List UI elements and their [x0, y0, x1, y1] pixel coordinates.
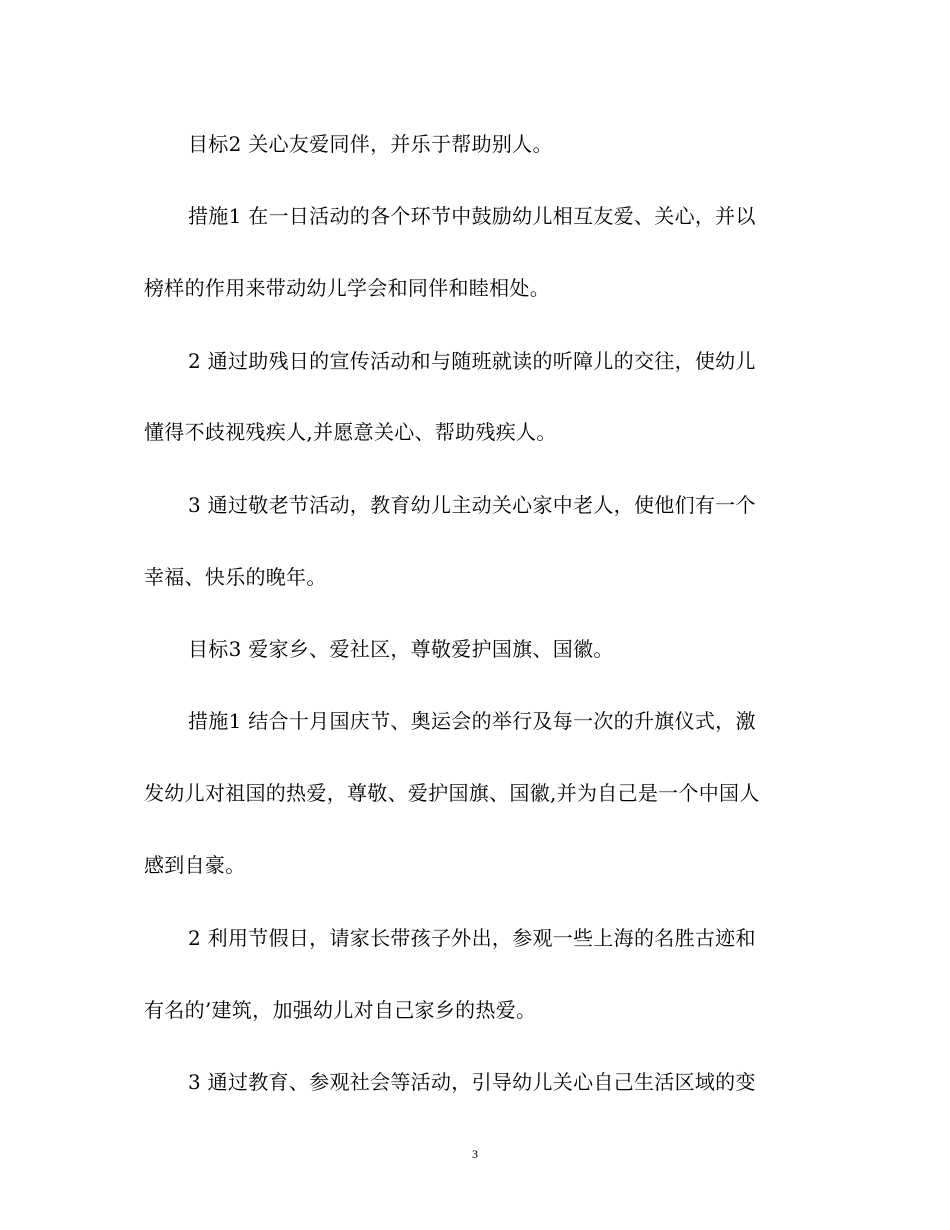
paragraph-line: 措施1 在一日活动的各个环节中鼓励幼儿相互友爱、关心，并以	[188, 204, 756, 228]
paragraph-line: 2 通过助残日的宣传活动和与随班就读的听障儿的交往，使幼儿	[188, 349, 756, 373]
paragraph-line: 幸福、快乐的晚年。	[144, 565, 327, 589]
paragraph-line: 有名的’建筑，加强幼儿对自己家乡的热爱。	[144, 998, 537, 1022]
goal-2-heading: 目标2 关心友爱同伴，并乐于帮助别人。	[188, 132, 553, 156]
paragraph-line: 3 通过教育、参观社会等活动，引导幼儿关心自己生活区域的变	[188, 1070, 756, 1094]
paragraph-line: 懂得不歧视残疾人,并愿意关心、帮助残疾人。	[144, 420, 557, 444]
paragraph-line: 2 利用节假日，请家长带孩子外出，参观一些上海的名胜古迹和	[188, 926, 756, 950]
paragraph-line: 措施1 结合十月国庆节、奥运会的举行及每一次的升旗仪式，激	[188, 709, 756, 733]
paragraph-line: 3 通过敬老节活动，教育幼儿主动关心家中老人，使他们有一个	[188, 493, 756, 517]
paragraph-line: 发幼儿对祖国的热爱，尊敬、爱护国旗、国徽,并为自己是一个中国人	[144, 781, 760, 805]
page-number: 3	[472, 1147, 478, 1161]
goal-3-heading: 目标3 爱家乡、爱社区，尊敬爱护国旗、国徽。	[188, 637, 614, 661]
paragraph-line: 感到自豪。	[144, 853, 246, 877]
paragraph-line: 榜样的作用来带动幼儿学会和同伴和睦相处。	[144, 276, 550, 300]
